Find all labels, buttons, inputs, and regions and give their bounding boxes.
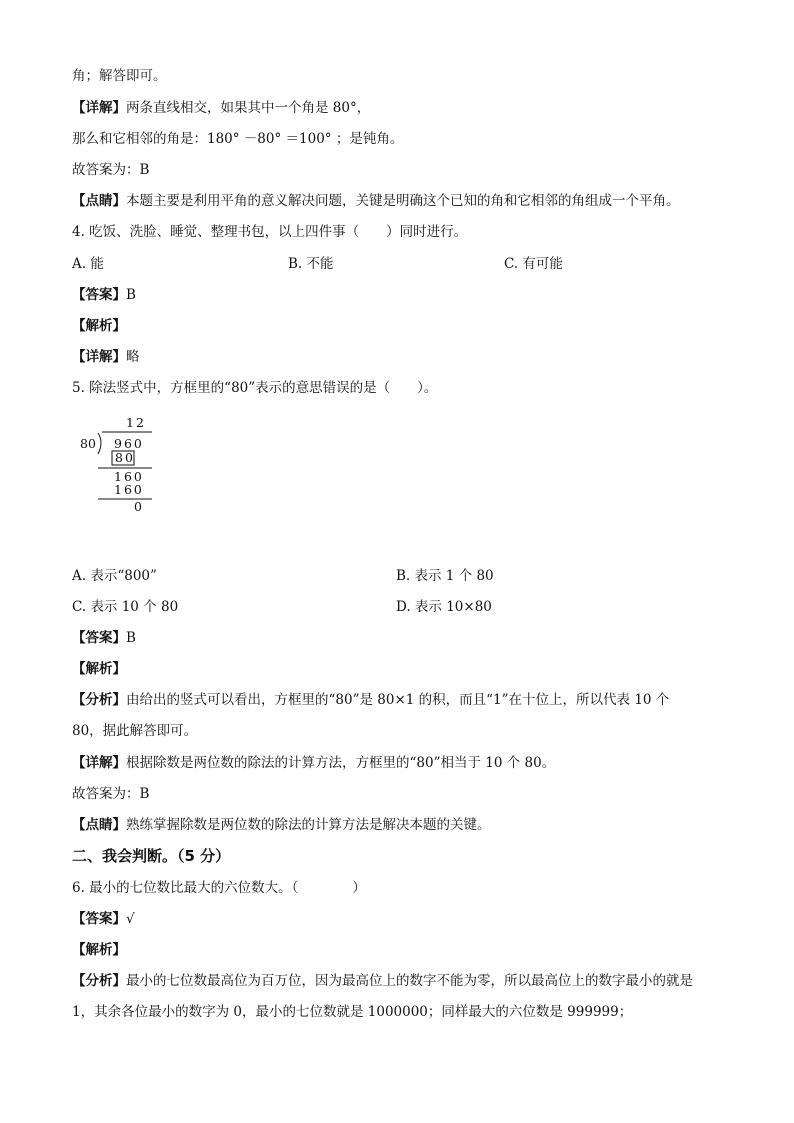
detail-paragraph: 【详解】两条直线相交，如果其中一个角是 80°， <box>72 100 371 116</box>
quotient: 12 <box>126 415 146 430</box>
q5-answer: 【答案】B <box>72 630 136 646</box>
conclusion-line: 故答案为：B <box>72 162 150 178</box>
q4-detail: 【详解】略 <box>72 349 140 365</box>
q6-fenxi-cont: 1，其余各位最小的数字为 0，最小的七位数就是 1000000；同样最大的六位数是 999999； <box>72 1004 633 1020</box>
detail-tag: 【详解】 <box>72 100 126 116</box>
q5-option-d: D. 表示 10×80 <box>396 599 492 615</box>
q5-detail: 【详解】根据除数是两位数的除法的计算方法，方框里的“80”相当于 10 个 80。 <box>72 755 556 771</box>
q5-fenxi-cont: 80，据此解答即可。 <box>72 723 198 739</box>
second-product: 160 <box>114 482 144 497</box>
dianjing-tag: 【点睛】 <box>72 193 126 209</box>
first-product: 80 <box>115 450 135 465</box>
q5-option-c: C. 表示 10 个 80 <box>72 599 179 615</box>
q5-fenxi: 【分析】由给出的竖式可以看出，方框里的“80”是 80×1 的积，而且“1”在十位上，所以代表 10 个 <box>72 692 670 708</box>
q4-option-b: B. 不能 <box>288 256 334 272</box>
q6-fenxi: 【分析】最小的七位数最高位为百万位，因为最高位上的数字不能为零，所以最高位上的数字最小的就是 <box>72 973 693 989</box>
q4-option-a: A. 能 <box>72 256 104 272</box>
q4-answer: 【答案】B <box>72 287 136 303</box>
question-6-stem: 6. 最小的七位数比最大的六位数大。（ ） <box>72 880 366 896</box>
section-heading: 二、我会判断。（5 分） <box>72 847 231 865</box>
question-5-stem: 5. 除法竖式中，方框里的“80”表示的意思错误的是（ ）。 <box>72 380 438 396</box>
q5-analysis-tag: 【解析】 <box>72 661 126 677</box>
q4-analysis-tag: 【解析】 <box>72 318 126 334</box>
q4-option-c: C. 有可能 <box>504 256 563 272</box>
final-remainder: 0 <box>134 499 142 514</box>
dianjing-paragraph: 【点睛】本题主要是利用平角的意义解决问题，关键是明确这个已知的角和它相邻的角组成一个平角。 <box>72 193 680 209</box>
first-remainder: 160 <box>114 469 144 484</box>
text-line: 角；解答即可。 <box>72 68 167 84</box>
question-4-stem: 4. 吃饭、洗脸、睡觉、整理书包，以上四件事（ ）同时进行。 <box>72 224 468 240</box>
dividend: 960 <box>114 436 144 451</box>
q6-answer: 【答案】√ <box>72 911 135 927</box>
q5-dianjing: 【点睛】熟练掌握除数是两位数的除法的计算方法是解决本题的关键。 <box>72 817 491 833</box>
q6-analysis-tag: 【解析】 <box>72 942 126 958</box>
q5-option-b: B. 表示 1 个 80 <box>396 568 494 584</box>
long-division-figure <box>72 410 162 520</box>
q5-conclusion: 故答案为：B <box>72 786 150 802</box>
divisor: 80 <box>80 436 96 451</box>
text-line: 那么和它相邻的角是：180° －80° ＝100° ；是钝角。 <box>72 131 404 147</box>
q5-option-a: A. 表示“800” <box>72 568 157 584</box>
